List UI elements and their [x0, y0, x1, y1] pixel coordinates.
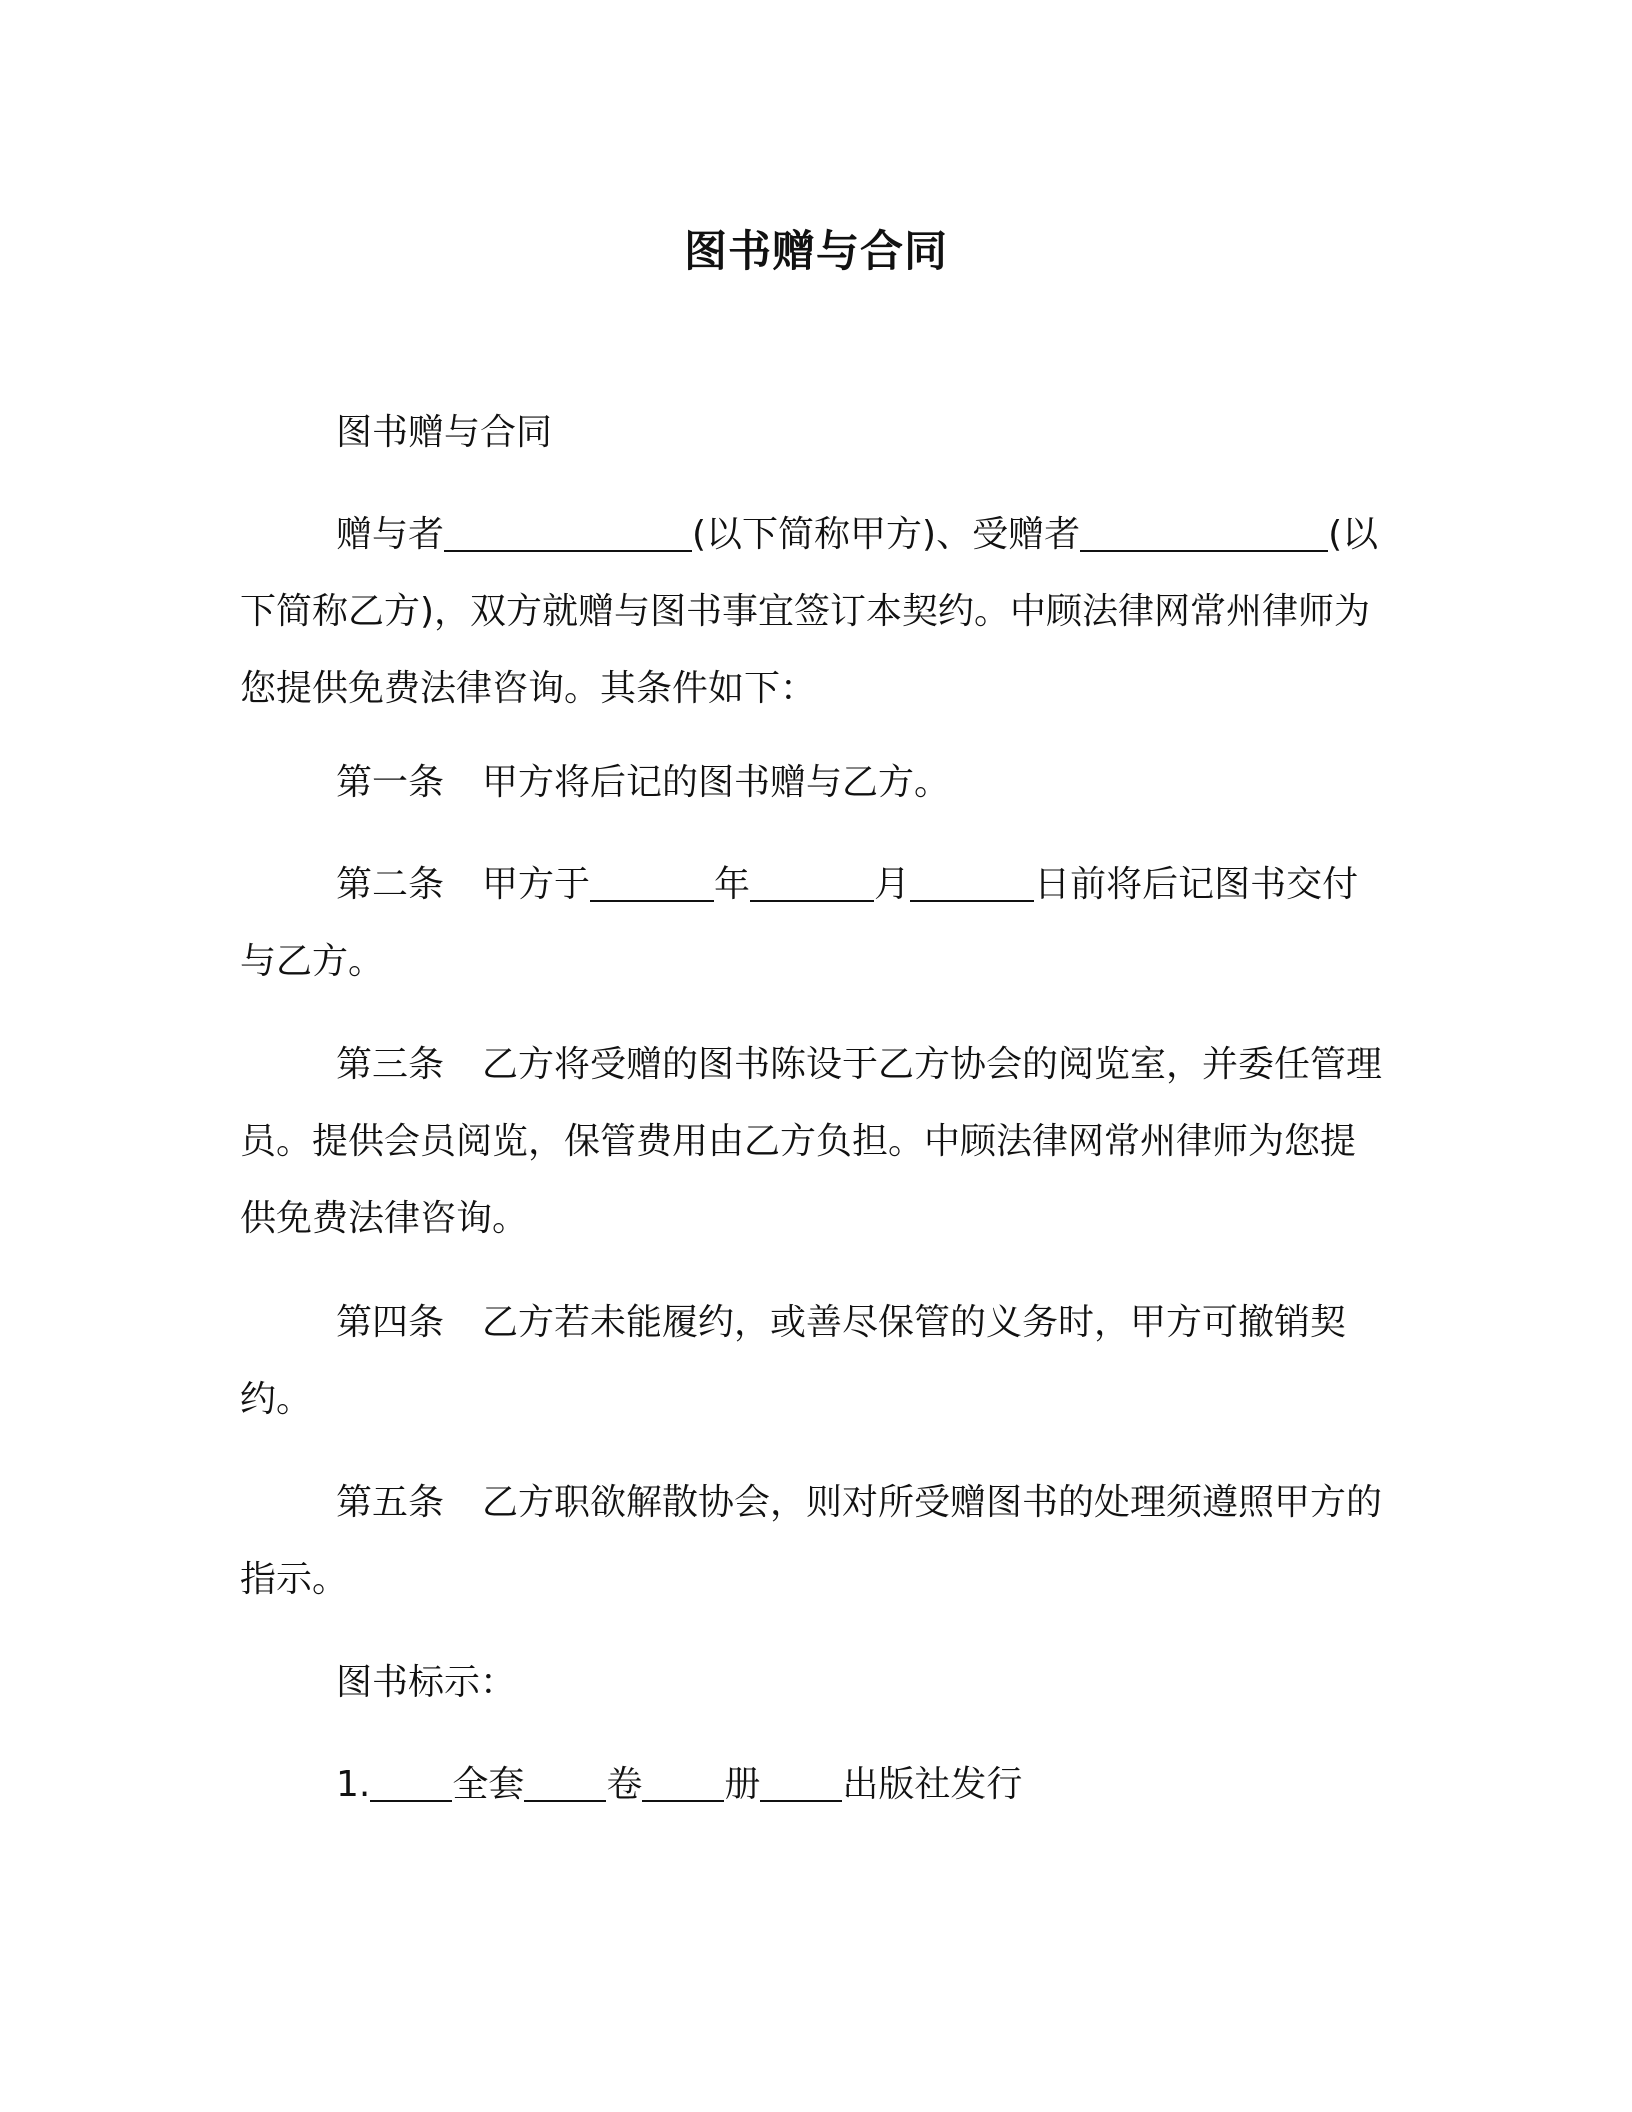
- book-item-number: 1.: [336, 1764, 371, 1805]
- volume-count-blank: [642, 1760, 724, 1802]
- article-2-suffix: 日前将后记图书交付与乙方。: [240, 864, 1359, 982]
- set-count-blank: [524, 1760, 606, 1802]
- article-2-year: 年: [714, 864, 751, 905]
- article-1-label: 第一条: [336, 762, 445, 803]
- article-3-label: 第三条: [336, 1044, 445, 1085]
- donee-suffix: (以下简称乙方)，双方就赠与图书事宜签订本契约。中顾法律网常州律师为您提供免费法律咨询。其条件如下：: [240, 514, 1379, 709]
- article-4-text: 乙方若未能履约，或善尽保管的义务时，甲方可撤销契约。: [240, 1302, 1347, 1420]
- book-item-1: [240, 1746, 1390, 1823]
- book-title-blank: [370, 1760, 452, 1802]
- article-4: [240, 1284, 1390, 1438]
- donor-label: 赠与者: [336, 514, 445, 555]
- intro-paragraph: [240, 496, 1390, 727]
- article-2-prefix: 甲方于: [482, 864, 591, 905]
- book-item-set: 全套: [452, 1764, 525, 1805]
- donee-blank: [1080, 510, 1328, 552]
- article-1-text: 甲方将后记的图书赠与乙方。: [482, 762, 951, 803]
- article-2-month: 月: [874, 864, 911, 905]
- article-4-label: 第四条: [336, 1302, 445, 1343]
- article-3-text: 乙方将受赠的图书陈设于乙方协会的阅览室，并委任管理员。提供会员阅览，保管费用由乙方负担。中顾法律网常州律师为您提供免费法律咨询。: [240, 1044, 1383, 1239]
- document-title: 图书赠与合同: [684, 227, 948, 277]
- article-5-label: 第五条: [336, 1482, 445, 1523]
- article-3: [240, 1026, 1390, 1257]
- books-label: 图书标示：: [336, 1662, 517, 1703]
- article-2-label: 第二条: [336, 864, 445, 905]
- book-item-copies: 册: [724, 1764, 761, 1805]
- document-subtitle: 图书赠与合同: [336, 412, 553, 453]
- article-5-text: 乙方职欲解散协会，则对所受赠图书的处理须遵照甲方的指示。: [240, 1482, 1383, 1600]
- month-blank: [750, 860, 874, 902]
- day-blank: [910, 860, 1034, 902]
- article-5: [240, 1464, 1390, 1618]
- article-1: [240, 744, 1390, 821]
- book-item-publisher: 出版社发行: [842, 1764, 1023, 1805]
- donor-blank: [444, 510, 692, 552]
- publisher-blank: [760, 1760, 842, 1802]
- book-item-volume: 卷: [606, 1764, 643, 1805]
- donor-suffix: (以下简称甲方)、受赠者: [692, 514, 1081, 555]
- year-blank: [590, 860, 714, 902]
- article-2: [240, 846, 1390, 1000]
